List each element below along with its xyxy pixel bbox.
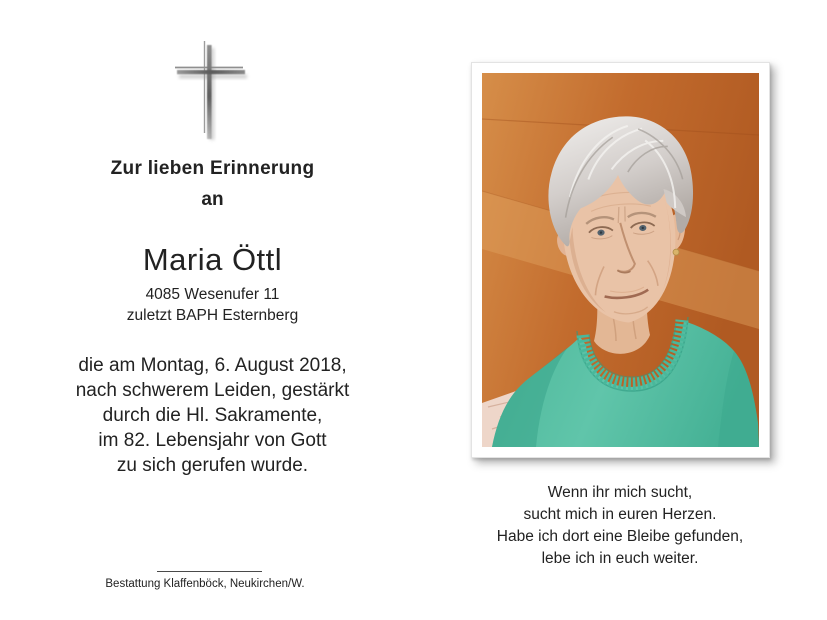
- poem-line: Wenn ihr mich sucht,: [547, 484, 693, 501]
- obituary-line: im 82. Lebensjahr von Gott: [98, 430, 327, 451]
- portrait-photo-frame: [471, 62, 770, 458]
- funeral-home-text: Bestattung Klaffenböck, Neukirchen/W.: [105, 578, 305, 590]
- poem-text: [470, 482, 770, 570]
- obituary-text: [40, 353, 385, 478]
- deceased-name: Maria Öttl: [142, 242, 283, 277]
- poem-line: Habe ich dort eine Bleibe gefunden,: [496, 528, 744, 545]
- portrait-photo: [482, 73, 759, 447]
- earring: [673, 249, 680, 256]
- obituary-line: nach schwerem Leiden, gestärkt: [75, 380, 350, 401]
- footer-divider: [157, 571, 262, 572]
- obituary-line: durch die Hl. Sakramente,: [102, 405, 323, 426]
- cross-icon: [167, 36, 257, 146]
- deceased-last-residence: zuletzt BAPH Esternberg: [126, 307, 299, 324]
- poem-line: sucht mich in euren Herzen.: [523, 506, 717, 523]
- obituary-line: zu sich gerufen wurde.: [116, 455, 309, 476]
- memorial-header-line2: an: [201, 189, 224, 210]
- memorial-header-line1: Zur lieben Erinnerung: [110, 158, 315, 179]
- deceased-address: 4085 Wesenufer 11: [145, 286, 280, 303]
- obituary-line: die am Montag, 6. August 2018,: [78, 355, 347, 376]
- poem-line: lebe ich in euch weiter.: [541, 550, 699, 567]
